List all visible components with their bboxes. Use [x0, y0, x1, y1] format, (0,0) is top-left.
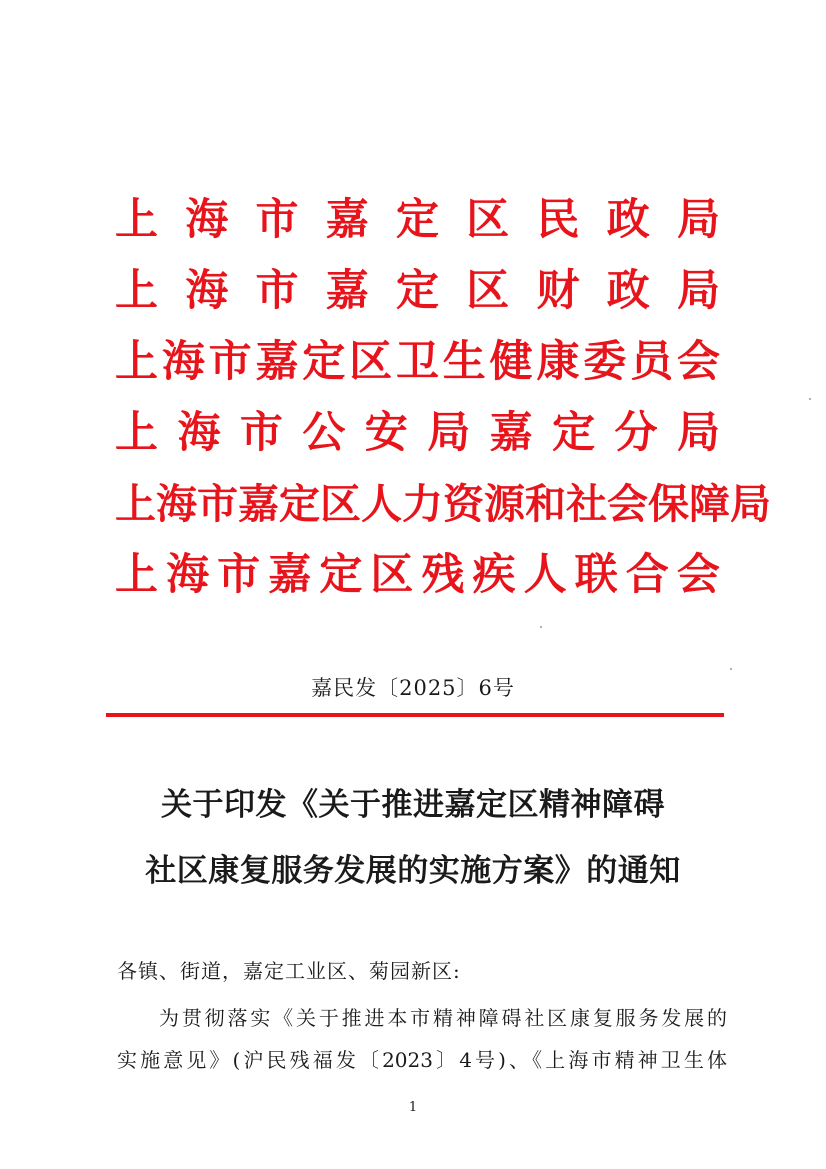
issuer-char: 和 — [525, 480, 566, 528]
issuer-char: 委 — [583, 337, 627, 387]
issuer-char: 会 — [676, 550, 720, 600]
title-line-1: 关于印发《关于推进嘉定区精神障碍 — [161, 787, 665, 823]
issuer-char: 区 — [349, 337, 393, 387]
issuer-char: 会 — [676, 337, 720, 387]
issuer-char: 卫 — [395, 337, 439, 387]
scan-speck — [809, 398, 811, 400]
issuer-char: 上 — [115, 480, 156, 528]
issuer-char: 市 — [239, 408, 283, 458]
issuer-char: 上 — [115, 195, 158, 245]
issuer-char: 上 — [115, 550, 158, 600]
issuer-char: 定 — [552, 408, 596, 458]
issuer-char: 嘉 — [255, 337, 299, 387]
issuer-char: 资 — [443, 480, 484, 528]
issuer-human-resources-bureau — [115, 469, 771, 540]
issuer-char: 定 — [396, 266, 439, 316]
body-paragraph — [117, 997, 727, 1081]
issuer-char: 力 — [402, 480, 443, 528]
issuer-char: 上 — [115, 408, 158, 458]
issuer-char: 局 — [677, 266, 720, 316]
issuer-char: 障 — [689, 480, 730, 528]
issuer-char: 嘉 — [238, 480, 279, 528]
issuer-char: 保 — [648, 480, 689, 528]
issuer-char: 联 — [574, 550, 618, 600]
issuer-char: 人 — [361, 480, 402, 528]
issuer-char: 人 — [523, 550, 567, 600]
document-number: 嘉民发〔2025〕6号 — [311, 676, 515, 700]
issuer-char: 海 — [166, 550, 210, 600]
issuer-char: 区 — [320, 480, 361, 528]
issuer-char: 局 — [427, 408, 471, 458]
issuer-char: 区 — [370, 550, 414, 600]
issuer-public-security-branch — [115, 398, 720, 469]
issuer-char: 政 — [606, 195, 650, 245]
issuer-char: 嘉 — [489, 408, 533, 458]
issuer-char: 疾 — [472, 550, 516, 600]
issuer-char: 定 — [279, 480, 320, 528]
issuer-char: 市 — [255, 195, 299, 245]
page-number: 1 — [408, 1100, 418, 1115]
title-line-2: 社区康复服务发展的实施方案》的通知 — [145, 853, 681, 889]
issuer-char: 员 — [630, 337, 674, 387]
issuer-char: 市 — [217, 550, 261, 600]
issuer-char: 康 — [536, 337, 580, 387]
body-line: 为贯彻落实《关于推进本市精神障碍社区康复服务发展的 — [159, 1006, 727, 1030]
issuer-char: 海 — [161, 337, 205, 387]
issuer-char: 海 — [185, 195, 229, 245]
issuer-char: 区 — [466, 266, 510, 316]
issuer-char: 政 — [606, 266, 650, 316]
issuer-char: 上 — [115, 266, 158, 316]
issuer-char: 残 — [421, 550, 465, 600]
issuer-char: 海 — [177, 408, 221, 458]
issuer-char: 定 — [396, 195, 439, 245]
issuer-char: 民 — [536, 195, 580, 245]
issuer-char: 社 — [566, 480, 607, 528]
issuer-char: 合 — [625, 550, 669, 600]
issuer-char: 定 — [302, 337, 346, 387]
salutation: 各镇、街道，嘉定工业区、菊园新区: — [117, 959, 461, 983]
body-line: 实施意见》(沪民残福发〔2023〕4号)、《上海市精神卫生体 — [117, 1048, 727, 1072]
scan-speck — [730, 668, 732, 670]
red-separator-line — [106, 713, 724, 717]
issuer-finance-bureau — [115, 256, 720, 327]
issuer-disabled-persons-federation — [115, 540, 720, 611]
issuer-char: 海 — [156, 480, 197, 528]
issuing-agencies-header — [115, 185, 771, 611]
scan-speck — [540, 626, 542, 628]
issuer-char: 分 — [614, 408, 658, 458]
issuer-char: 健 — [489, 337, 533, 387]
issuer-char: 局 — [677, 195, 720, 245]
issuer-char: 市 — [197, 480, 238, 528]
issuer-char: 嘉 — [268, 550, 312, 600]
document-title — [0, 772, 826, 904]
issuer-char: 会 — [607, 480, 648, 528]
issuer-char: 局 — [676, 408, 720, 458]
issuer-char: 上 — [115, 337, 158, 387]
issuer-char: 安 — [364, 408, 408, 458]
issuer-char: 定 — [319, 550, 363, 600]
issuer-char: 局 — [730, 480, 771, 528]
issuer-char: 区 — [466, 195, 510, 245]
issuer-char: 市 — [208, 337, 252, 387]
issuer-char: 财 — [536, 266, 580, 316]
issuer-char: 海 — [185, 266, 229, 316]
issuer-char: 源 — [484, 480, 525, 528]
issuer-char: 公 — [302, 408, 346, 458]
issuer-char: 市 — [255, 266, 299, 316]
issuer-char: 嘉 — [325, 195, 369, 245]
issuer-civil-affairs-bureau — [115, 185, 720, 256]
issuer-char: 生 — [442, 337, 486, 387]
issuer-char: 嘉 — [325, 266, 369, 316]
issuer-health-commission — [115, 327, 720, 398]
